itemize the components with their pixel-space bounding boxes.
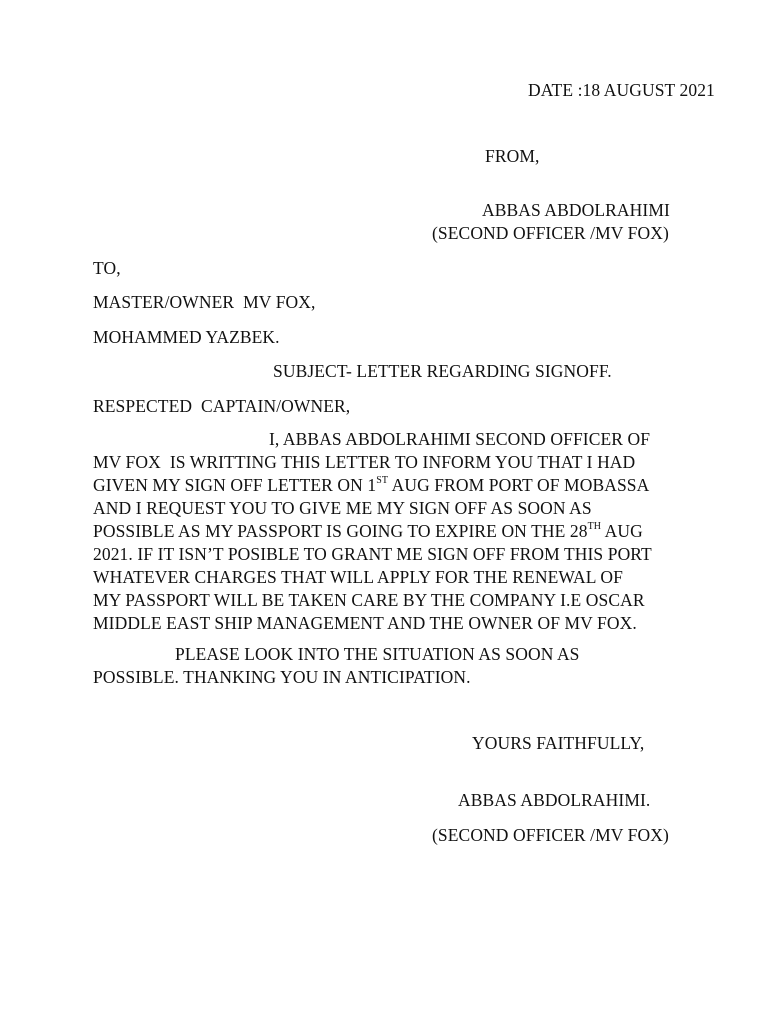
body1-line-1: I, ABBAS ABDOLRAHIMI SECOND OFFICER OF (269, 429, 651, 449)
from-label: FROM, (485, 146, 540, 166)
closing: YOURS FAITHFULLY, (472, 733, 645, 753)
subject-line: SUBJECT- LETTER REGARDING SIGNOFF. (273, 361, 612, 381)
body1-line-5-text: POSSIBLE AS MY PASSPORT IS GOING TO EXPIRE ON THE 28 (93, 521, 588, 541)
body1-line-8: MY PASSPORT WILL BE TAKEN CARE BY THE COMPANY I.E OSCAR (93, 590, 645, 610)
letter-date: DATE :18 AUGUST 2021 (528, 80, 715, 100)
body1-line-9: MIDDLE EAST SHIP MANAGEMENT AND THE OWNER OF MV FOX. (93, 613, 637, 633)
body1-line-5 (93, 520, 673, 543)
to-label: TO, (93, 258, 121, 278)
recipient-line-2: MOHAMMED YAZBEK. (93, 327, 280, 347)
signature-title: (SECOND OFFICER /MV FOX) (432, 825, 669, 845)
body1-line-5-rest: AUG (601, 521, 643, 541)
salutation: RESPECTED CAPTAIN/OWNER, (93, 396, 351, 416)
body2-line-2: POSSIBLE. THANKING YOU IN ANTICIPATION. (93, 667, 471, 687)
body1-line-3-text: GIVEN MY SIGN OFF LETTER ON 1 (93, 475, 377, 495)
body1-line-7: WHATEVER CHARGES THAT WILL APPLY FOR THE RENEWAL OF (93, 567, 623, 587)
body1-line-4: AND I REQUEST YOU TO GIVE ME MY SIGN OFF AS SOON AS (93, 498, 592, 518)
body1-line-6: 2021. IF IT ISN’T POSIBLE TO GRANT ME SIGN OFF FROM THIS PORT (93, 544, 652, 564)
body1-line-3 (93, 474, 673, 497)
body-paragraph-2 (93, 643, 673, 689)
body2-line-1: PLEASE LOOK INTO THE SITUATION AS SOON AS (175, 644, 580, 664)
sender-title: (SECOND OFFICER /MV FOX) (432, 223, 669, 243)
body1-line-2: MV FOX IS WRITTING THIS LETTER TO INFORM YOU THAT I HAD (93, 452, 636, 472)
body-paragraph-1 (93, 428, 673, 635)
recipient-line-1: MASTER/OWNER MV FOX, (93, 292, 316, 312)
signature-name: ABBAS ABDOLRAHIMI. (458, 790, 651, 810)
ordinal-suffix: ST (376, 475, 389, 487)
body1-line-3-rest: AUG FROM PORT OF MOBASSA (388, 475, 650, 495)
ordinal-suffix: TH (587, 521, 602, 533)
sender-name: ABBAS ABDOLRAHIMI (482, 200, 670, 220)
